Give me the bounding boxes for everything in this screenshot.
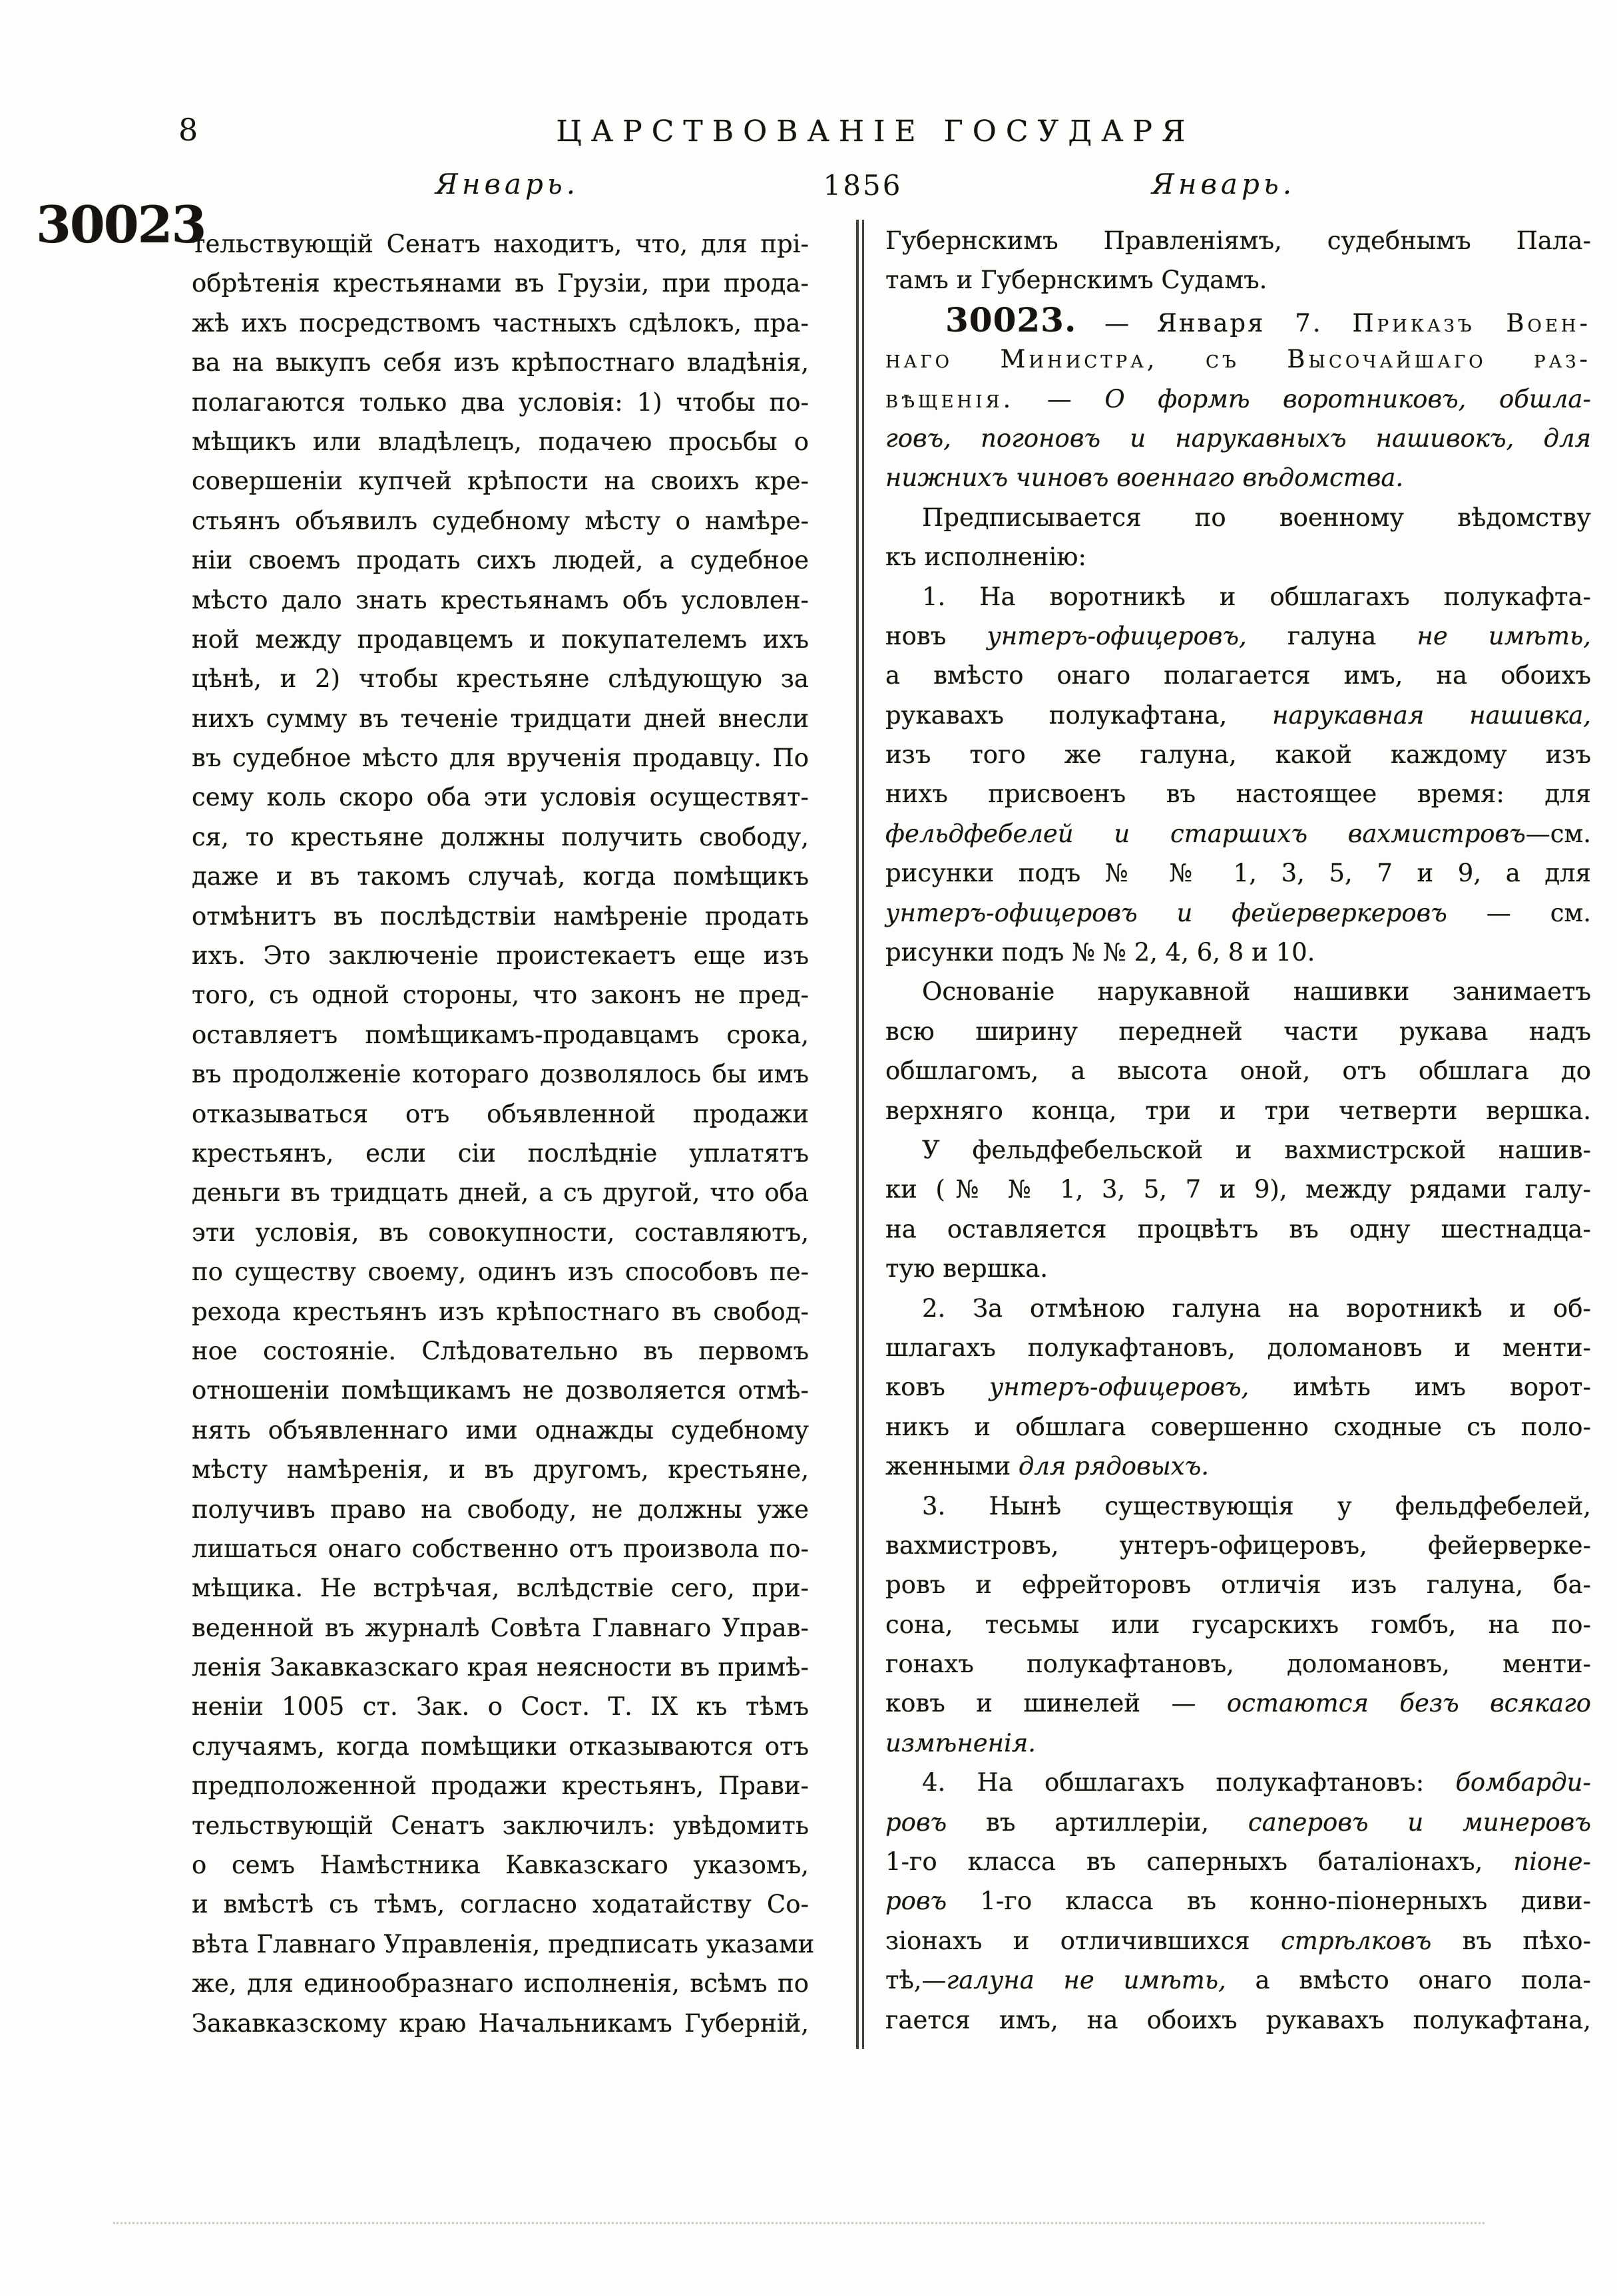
text-line [885, 1684, 1591, 1723]
text-line [885, 1960, 1591, 2000]
text-segment: — [1014, 384, 1105, 413]
text-line [192, 659, 809, 698]
text-line [885, 458, 1591, 497]
text-segment: рехода крестьянъ изъ крѣпостнаго въ свобод- [192, 1297, 809, 1326]
text-segment: получивъ право на свободу, не должны уже [192, 1494, 809, 1524]
text-segment: жѣ ихъ посредствомъ частныхъ сдѣлокъ, пра- [192, 308, 809, 338]
italic-text-segment: для рядовыхъ. [1018, 1452, 1210, 1481]
italic-text-segment: унтеръ-офицеровъ, [987, 621, 1287, 650]
text-segment: вѣта Главнаго Управленія, предписать указами [192, 1929, 815, 1958]
text-segment: на оставляется процвѣтъ въ одну шестнадца- [885, 1214, 1591, 1244]
text-segment: деньги въ тридцать дней, а съ другой, что оба [192, 1178, 809, 1208]
scan-artifact-dotted-line [113, 2222, 1485, 2224]
text-segment: лишаться онаго собственно отъ произвола по- [192, 1534, 809, 1563]
text-line [192, 224, 809, 264]
text-segment: о семъ Намѣстника Кавказскаго указомъ, [192, 1851, 809, 1880]
text-segment: наго Министра, съ Высочайшаго раз- [885, 345, 1591, 374]
text-segment: шлагахъ полукафтановъ, доломановъ и менти- [885, 1333, 1591, 1362]
italic-text-segment: ровъ [885, 1807, 987, 1837]
text-line [192, 580, 809, 620]
text-line [885, 774, 1591, 813]
text-line [885, 1051, 1591, 1090]
text-line [192, 1134, 809, 1173]
text-segment: мѣщикъ или владѣлецъ, подачею просьбы о [192, 427, 809, 456]
text-line [885, 1249, 1591, 1288]
text-segment: 4. На обшлагахъ полукафтановъ: [922, 1768, 1456, 1797]
text-segment: галуна [1287, 621, 1417, 650]
text-segment: Приказъ Воен- [1352, 308, 1591, 338]
text-line [192, 1331, 809, 1371]
text-line [192, 264, 809, 303]
text-segment: въ артиллеріи, [986, 1807, 1248, 1837]
text-segment: рукавахъ полукафтана, [885, 700, 1273, 730]
text-segment: 2. За отмѣною галуна на воротникѣ и об- [922, 1293, 1591, 1323]
italic-text-segment: нарукавная нашивка, [1272, 700, 1592, 730]
text-segment: полагаются только два условія: 1) чтобы по- [192, 387, 809, 417]
text-segment: никъ и обшлага совершенно сходные съ поло- [885, 1412, 1591, 1441]
text-line [885, 735, 1591, 774]
text-segment: эти условія, въ совокупности, составляютъ, [192, 1218, 809, 1247]
text-line [192, 738, 809, 778]
italic-text-segment: саперовъ и минеровъ [1248, 1807, 1592, 1837]
text-line [192, 2004, 809, 2043]
text-segment: обшлагомъ, а высота оной, отъ обшлага до [885, 1056, 1591, 1086]
text-segment: ва на выкупъ себя изъ крѣпостнаго владѣнія, [192, 348, 809, 377]
text-segment: Закавказскому краю Начальникамъ Губерній, [192, 2008, 809, 2038]
text-segment: совершеніи купчей крѣпости на своихъ кре- [192, 467, 809, 496]
text-line [885, 1803, 1591, 1842]
text-segment: мѣсто дало знать крестьянамъ объ условлен- [192, 585, 809, 614]
text-line [192, 936, 809, 975]
text-segment: тую вершка. [885, 1254, 1048, 1283]
italic-text-segment: говъ, погоновъ и нарукавныхъ нашивокъ, для [885, 423, 1591, 453]
italic-text-segment: фельдфебелей и старшихъ вахмистровъ [885, 819, 1526, 848]
text-line [885, 379, 1591, 419]
italic-text-segment: остаются безъ всякаго [1226, 1689, 1592, 1718]
text-line [192, 1687, 809, 1726]
text-segment: сона, тесьмы или гусарскихъ гомбъ, на по- [885, 1610, 1591, 1639]
text-line [192, 897, 809, 936]
text-line [192, 1450, 809, 1489]
text-segment: —см. [1525, 819, 1591, 848]
page-number: 8 [178, 112, 198, 148]
italic-text-segment: унтеръ-офицеровъ и фейерверкеровъ [885, 898, 1447, 927]
text-line [192, 1292, 809, 1331]
entry-number-margin: 30023 [36, 195, 206, 254]
text-segment: даже и въ такомъ случаѣ, когда помѣщикъ [192, 862, 809, 891]
text-segment: того, съ одной стороны, что законъ не пред- [192, 981, 809, 1010]
left-text-column [192, 224, 815, 2043]
text-segment: ной между продавцемъ и покупателемъ ихъ [192, 624, 809, 654]
text-line [192, 699, 809, 738]
italic-text-segment: галуна не имѣть, [946, 1966, 1256, 1995]
text-line [885, 2000, 1591, 2040]
text-line [885, 300, 1591, 340]
text-segment: мѣсту намѣренія, и въ другомъ, крестьяне, [192, 1455, 809, 1485]
text-segment: У фельдфебельской и вахмистрской нашив- [922, 1135, 1591, 1164]
text-line [192, 1015, 809, 1054]
text-segment: ровъ и ефрейторовъ отличія изъ галуна, ба- [885, 1570, 1591, 1600]
text-line [885, 1881, 1591, 1921]
text-line [885, 1407, 1591, 1447]
text-segment: въ судебное мѣсто для врученія продавцу. По [192, 744, 809, 773]
text-segment: ніи своемъ продать сихъ людей, а судебное [192, 546, 809, 575]
text-line [192, 343, 809, 382]
text-segment: нихъ присвоенъ въ настоящее время: для [885, 780, 1591, 809]
text-segment: вахмистровъ, унтеръ-офицеровъ, фейерверке- [885, 1530, 1591, 1560]
text-segment: же, для единообразнаго исполненія, всѣмъ по [192, 1969, 809, 1998]
text-line [885, 1723, 1591, 1763]
text-segment: 1. На воротникѣ и обшлагахъ полукафта- [922, 582, 1591, 611]
running-head-month-left: Январь. [435, 168, 580, 200]
text-segment: нять объявленнаго ими однажды судебному [192, 1415, 809, 1445]
text-line [192, 383, 809, 422]
text-line [192, 1568, 809, 1608]
text-segment: тамъ и Губернскимъ Судамъ. [885, 266, 1268, 295]
text-segment: тельствующій Сенатъ заключилъ: увѣдомить [192, 1811, 809, 1840]
text-line [885, 419, 1591, 458]
text-segment: ковъ и шинелей — [885, 1689, 1227, 1718]
text-segment: Января 7. [1157, 308, 1353, 338]
text-segment: всю ширину передней части рукава надъ [885, 1017, 1591, 1046]
running-head-month-right: Январь. [1151, 168, 1296, 200]
running-head-year: 1856 [823, 169, 903, 202]
text-line [885, 656, 1591, 695]
italic-text-segment: ровъ [885, 1887, 981, 1916]
column-divider-rule [856, 220, 859, 2049]
text-line [192, 541, 809, 580]
text-line [885, 1526, 1591, 1565]
text-line [885, 260, 1591, 300]
text-segment: Основаніе нарукавной нашивки занимаетъ [922, 977, 1591, 1007]
text-segment: гонахъ полукафтановъ, доломановъ, менти- [885, 1650, 1591, 1679]
text-line [885, 577, 1591, 616]
text-segment: — см. [1447, 898, 1591, 927]
text-segment: 30023. [945, 300, 1077, 340]
text-line [192, 461, 809, 501]
text-line [885, 853, 1591, 893]
text-segment: къ исполненію: [885, 543, 1086, 572]
text-line [885, 1091, 1591, 1130]
text-segment: гается имъ, на обоихъ рукавахъ полукафтана, [885, 2005, 1591, 2034]
text-segment: рисунки подъ № № 2, 4, 6, 8 и 10. [885, 938, 1315, 967]
italic-text-segment: бомбарди- [1455, 1768, 1591, 1797]
text-segment: въ пѣхо- [1462, 1926, 1591, 1955]
text-segment: стьянъ объявилъ судебному мѣсту о намѣре- [192, 506, 809, 535]
text-line [885, 1367, 1591, 1407]
italic-text-segment: піоне- [1513, 1847, 1591, 1877]
text-line [192, 1648, 809, 1687]
text-segment: 3. Нынѣ существующія у фельдфебелей, [922, 1491, 1591, 1520]
text-line [885, 1447, 1591, 1486]
text-segment: женными [885, 1452, 1019, 1481]
text-segment: а вмѣсто онаго полагается имъ, на обоихъ [885, 661, 1591, 690]
text-segment: отказываться отъ объявленной продажи [192, 1099, 809, 1128]
text-line [192, 620, 809, 659]
text-segment: рисунки подъ № № 1, 3, 5, 7 и 9, а для [885, 859, 1591, 888]
text-segment: ленія Закавказскаго края неясности въ примѣ- [192, 1653, 809, 1682]
text-line [885, 933, 1591, 972]
text-line [885, 498, 1591, 537]
text-line [885, 1328, 1591, 1367]
text-line [885, 1644, 1591, 1684]
text-segment: верхняго конца, три и три четверти вершка. [885, 1096, 1591, 1125]
text-line [192, 1608, 809, 1648]
italic-text-segment: стрѣлковъ [1281, 1926, 1463, 1955]
text-segment: веденной въ журналѣ Совѣта Главнаго Управ- [192, 1613, 809, 1642]
text-segment: отмѣнитъ въ послѣдствіи намѣреніе продать [192, 901, 809, 931]
column-divider-rule [862, 220, 864, 2049]
text-line [885, 893, 1591, 933]
italic-text-segment: унтеръ-офицеровъ, [989, 1373, 1293, 1402]
right-text-column [885, 221, 1591, 2040]
text-segment: Губернскимъ Правленіямъ, судебнымъ Пала- [885, 226, 1591, 255]
text-segment: Предписывается по военному вѣдомству [922, 503, 1591, 532]
italic-text-segment: не имѣть, [1417, 621, 1592, 650]
text-segment: 1-го класса въ саперныхъ баталіонахъ, [885, 1847, 1514, 1877]
text-line [192, 1964, 809, 2003]
text-line [885, 221, 1591, 260]
text-segment: новъ [885, 621, 987, 650]
text-line [885, 972, 1591, 1011]
text-line [192, 1411, 809, 1450]
text-segment: ное состояніе. Слѣдовательно въ первомъ [192, 1336, 809, 1365]
text-segment: ковъ [885, 1373, 989, 1402]
text-line [192, 1925, 815, 1964]
page-title: ЦАРСТВОВАНІЕ ГОСУДАРЯ [556, 115, 1195, 148]
text-segment: предположенной продажи крестьянъ, Прави- [192, 1771, 809, 1801]
text-line [192, 422, 809, 461]
text-line [192, 1766, 809, 1805]
text-line [192, 1845, 809, 1885]
text-segment: неніи 1005 ст. Зак. о Сост. Т. IX къ тѣмъ [192, 1692, 809, 1722]
text-line [885, 1210, 1591, 1249]
italic-text-segment: нижнихъ чиновъ военнаго вѣдомства. [885, 463, 1404, 493]
text-line [192, 1371, 809, 1410]
text-segment: — [1076, 308, 1157, 338]
text-segment: имѣть имъ ворот- [1293, 1373, 1591, 1402]
text-line [192, 857, 809, 896]
text-segment: и вмѣстѣ съ тѣмъ, согласно ходатайству Со- [192, 1890, 809, 1919]
text-segment: зіонахъ и отличившихся [885, 1926, 1281, 1955]
text-line [885, 1289, 1591, 1328]
text-line [192, 817, 809, 857]
text-line [885, 1487, 1591, 1526]
text-line [885, 340, 1591, 379]
text-line [192, 778, 809, 817]
text-segment: изъ того же галуна, какой каждому изъ [885, 740, 1591, 770]
text-segment: нихъ сумму въ теченіе тридцати дней внесли [192, 704, 809, 733]
text-segment: а вмѣсто онаго пола- [1255, 1966, 1591, 1995]
italic-text-segment: измѣненія. [885, 1728, 1037, 1757]
text-line [192, 1213, 809, 1252]
text-segment: по существу своему, одинъ изъ способовъ пе- [192, 1258, 809, 1287]
text-line [885, 616, 1591, 656]
text-line [192, 1490, 809, 1529]
text-line [192, 975, 809, 1015]
text-line [192, 304, 809, 343]
text-line [885, 1012, 1591, 1051]
text-line [885, 1921, 1591, 1960]
text-segment: цѣнѣ, и 2) чтобы крестьяне слѣдующую за [192, 664, 809, 694]
text-segment: мѣщика. Не встрѣчая, вслѣдствіе сего, при- [192, 1574, 809, 1603]
text-segment: отношеніи помѣщикамъ не дозволяется отмѣ- [192, 1376, 809, 1405]
text-segment: ихъ. Это заключеніе проистекаетъ еще изъ [192, 941, 809, 971]
text-line [192, 1173, 809, 1212]
text-line [192, 1806, 809, 1845]
text-line [885, 1130, 1591, 1170]
text-segment: въ продолженіе котораго дозволялось бы имъ [192, 1060, 809, 1089]
text-segment: ся, то крестьяне должны получить свободу, [192, 822, 809, 851]
text-segment: случаямъ, когда помѣщики отказываются отъ [192, 1731, 809, 1761]
text-line [192, 501, 809, 541]
text-segment: тѣ,— [885, 1966, 947, 1995]
text-line [885, 1763, 1591, 1802]
text-line [192, 1885, 809, 1924]
text-segment: крестьянъ, если сіи послѣдніе уплатятъ [192, 1138, 809, 1168]
text-line [885, 814, 1591, 853]
text-line [885, 1565, 1591, 1604]
italic-text-segment: О формѣ воротниковъ, обшла- [1104, 384, 1591, 413]
text-segment: вѣщенія. [885, 384, 1015, 413]
text-line [192, 1054, 809, 1094]
text-segment: обрѣтенія крестьянами въ Грузіи, при прода- [192, 269, 809, 298]
text-line [885, 537, 1591, 576]
text-line [885, 1842, 1591, 1881]
text-line [885, 1605, 1591, 1644]
text-segment: сему коль скоро оба эти условія осуществят- [192, 783, 809, 812]
text-line [192, 1094, 809, 1134]
text-line [192, 1252, 809, 1291]
text-line [885, 696, 1591, 735]
text-line [192, 1529, 809, 1568]
text-segment: 1-го класса въ конно-піонерныхъ диви- [980, 1887, 1592, 1916]
text-segment: ки (№ № 1, 3, 5, 7 и 9), между рядами галу- [885, 1175, 1591, 1204]
text-line [885, 1170, 1591, 1209]
text-line [192, 1727, 809, 1766]
text-segment: тельствующій Сенатъ находитъ, что, для прі- [192, 230, 809, 258]
text-segment: оставляетъ помѣщикамъ-продавцамъ срока, [192, 1020, 809, 1049]
